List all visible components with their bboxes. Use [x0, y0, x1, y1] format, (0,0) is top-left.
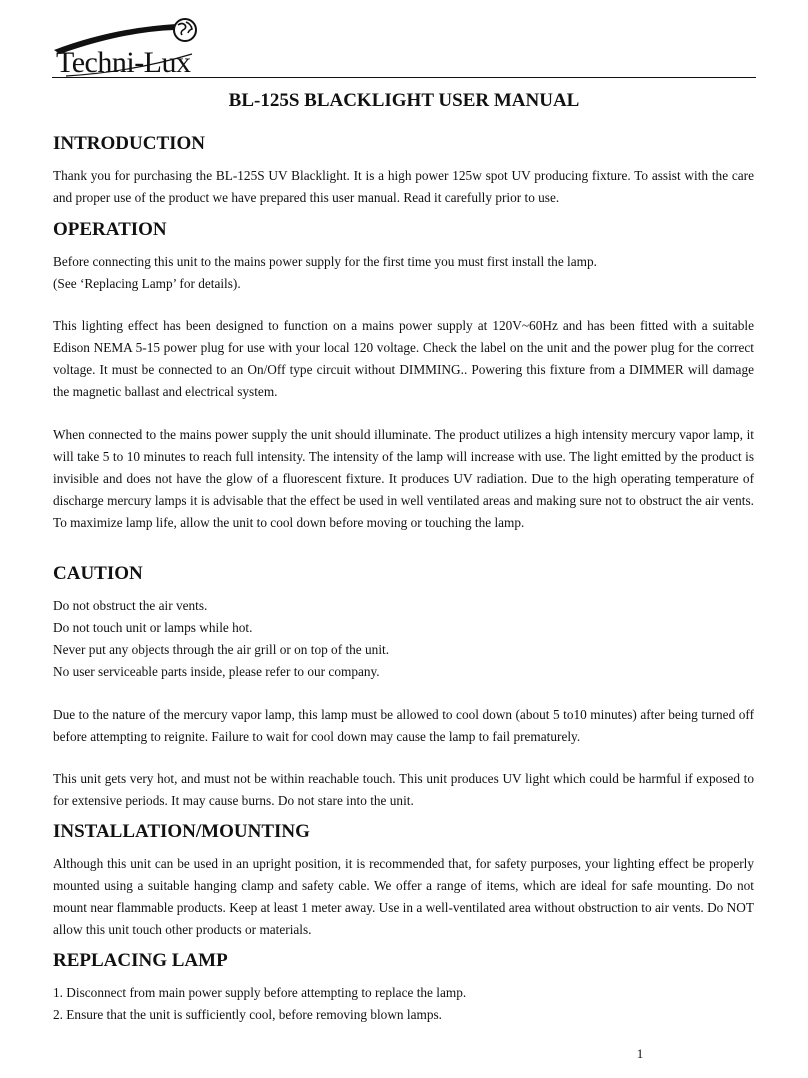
operation-paragraph-2: This lighting effect has been designed to function on a mains power supply at 120V~60Hz and has been fitted with a suitable Edison NEMA 5-15 power plug for use with your local 120 voltage. Check the label on the unit and the power plug for the correct voltage. It must be connected to an On/Off type circuit without DIMMING.. Powering this fixture from a DIMMER will damage the magnetic ballast and electrical system. [53, 318, 754, 399]
document-title: BL-125S BLACKLIGHT USER MANUAL [228, 90, 580, 111]
installation-heading: INSTALLATION/MOUNTING [53, 821, 310, 842]
logo-wordmark: Techni-Lux [56, 46, 191, 79]
operation-p1-line-1: Before connecting this unit to the mains power supply for the first time you must first install the lamp. [53, 254, 597, 269]
replacing-step: 2. Ensure that the unit is sufficiently cool, before removing blown lamps. [53, 1007, 442, 1022]
page-number: 1 [636, 1046, 644, 1061]
installation-paragraph: Although this unit can be used in an upright position, it is recommended that, for safety purposes, your lighting effect be properly mounted using a suitable hanging clamp and safety cable. We offer a range of items, which are ideal for safe mounting. Do not mount near flammable products. Keep at least 1 meter away. Use in a well-ventilated area without obstruction to air vents. Do NOT allow this unit touch other products or materials. [53, 856, 754, 937]
operation-paragraph-3: When connected to the mains power supply the unit should illuminate. The product utilizes a high intensity mercury vapor lamp, it will take 5 to 10 minutes to reach full intensity. The intensity of the lamp will increase with use. The light emitted by the product is invisible and does not have the glow of a fluorescent fixture. It produces UV radiation. Due to the high operating temperature of discharge mercury lamps it is advisable that the effect be used in well ventilated areas and making sure not to obstruct the air vents. To maximize lamp life, allow the unit to cool down before moving or touching the lamp. [53, 427, 754, 530]
replacing-lamp-steps [53, 982, 754, 1026]
operation-p1-line-2: (See ‘Replacing Lamp’ for details). [53, 276, 241, 291]
introduction-heading: INTRODUCTION [53, 133, 206, 154]
caution-list [53, 595, 754, 683]
caution-line: Never put any objects through the air grill or on top of the unit. [53, 642, 390, 657]
caution-line: Do not touch unit or lamps while hot. [53, 620, 253, 635]
caution-paragraph-3: This unit gets very hot, and must not be within reachable touch. This unit produces UV light which could be harmful if exposed to for extensive periods. It may cause burns. Do not stare into the unit. [53, 771, 754, 808]
replacing-lamp-heading: REPLACING LAMP [53, 950, 228, 971]
operation-heading: OPERATION [53, 219, 167, 240]
caution-paragraph-2: Due to the nature of the mercury vapor lamp, this lamp must be allowed to cool down (about 5 to10 minutes) after being turned off before attempting to reignite. Failure to wait for cool down may cause the lamp to fail prematurely. [53, 707, 754, 744]
replacing-step: 1. Disconnect from main power supply before attempting to replace the lamp. [53, 985, 467, 1000]
caution-heading: CAUTION [53, 563, 143, 584]
caution-line: Do not obstruct the air vents. [53, 598, 208, 613]
introduction-paragraph: Thank you for purchasing the BL-125S UV Blacklight. It is a high power 125w spot UV producing fixture. To assist with the care and proper use of the product we have prepared this user manual. Read it carefully prior to use. [53, 168, 754, 205]
header-divider [52, 77, 756, 78]
operation-paragraph-1 [53, 251, 754, 295]
techni-lux-logo [52, 14, 212, 80]
caution-line: No user serviceable parts inside, please refer to our company. [53, 664, 380, 679]
